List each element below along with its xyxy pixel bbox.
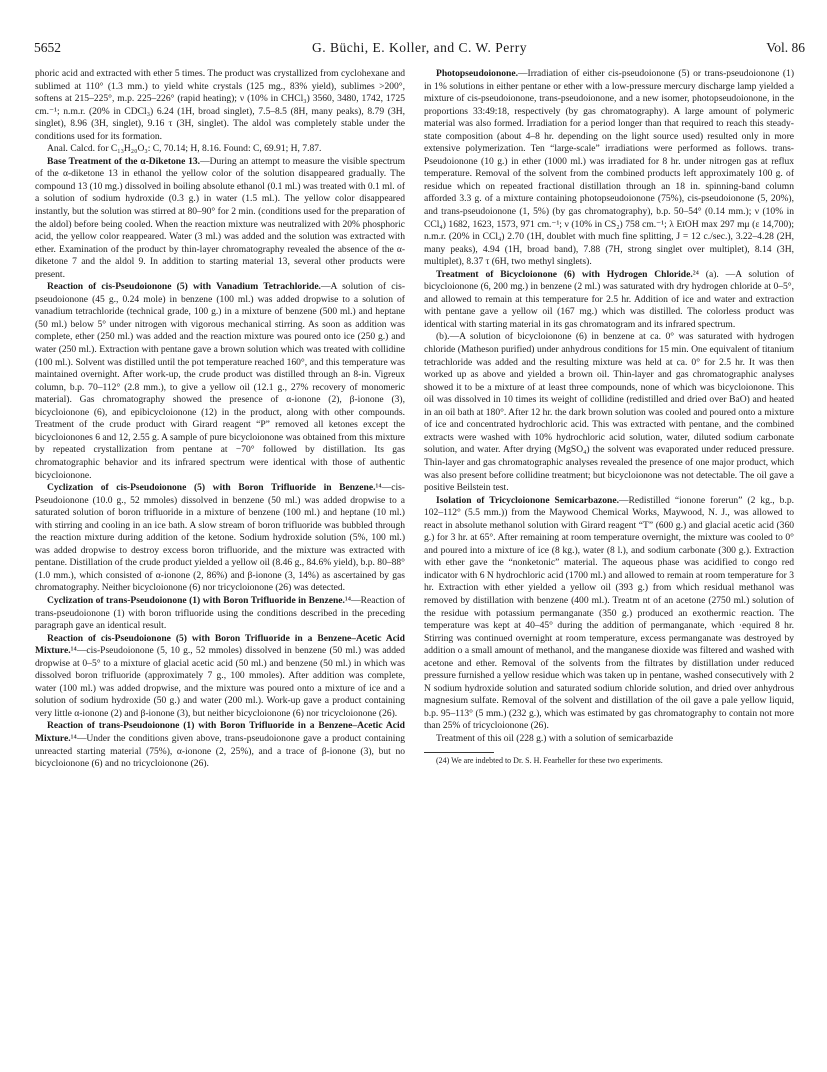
paragraph-text: (b).—A solution of bicycloionone (6) in benzene at ca. 0° was saturated with hydrogen chloride (Matheson purified) under anhydrous conditions for 15 min. One equivalent of titanium tetrachloride was added and the resulting mixture was held at ca. 0° for 2.5 hr. It was then worked up as above and yielded a brown oil. Thin-layer and gas chromatographic analyses showed it to be a mixture of at least three compounds, none of which was bicycloionone. This oil was dissolved in 10 times its weight of collidine (redistilled and dried over BaO) and heated in an oil bath at 180°. After 12 hr. the dark brown solution was cooled and poured onto a mixture of ice and concentrated hydrochloric acid. This was extracted with pentane, and the combined extracts were washed with 10% hydrochloric acid solution, water, diluted sodium carbonate solution, and water. After drying (MgSO₄) the solvent was evaporated under reduced pressure. Thin-layer and gas chromatographic analyses revealed the presence of one major product, which was also present before collidine treatment; but bicycloionone was not detectable. The oil gave a positive Beilstein test. xyxy=(424,331,794,494)
paragraph-text: —A solution of cis-pseudoionone (45 g., 0.24 mole) in benzene (100 ml.) was added dropwise to a solution of vanadium tetrachloride (technical grade, 100 g.) in a mixture of benzene (500 ml.) and heptane (50 ml.) below 5° under nitrogen with vigorous mechanical stirring. As soon as addition was complete, ether (250 ml.) was added and the reaction mixture was poured onto ice (250 g.) and water (250 ml.). Extraction with pentane gave a brown solution which was treated with collidine (100 ml.). Solvent was distilled until the pot temperature reached 160°, and this temperature was maintained overnight. After work-up, the crude product was distilled through an 8-in. Vigreux column, b.p. 70–112° (2.8 mm.), to give a yellow oil (12.1 g., 27% recovery of monomeric material). Gas chromatography showed the presence of α-ionone (2), β-ionone (3), bicycloionone (6), and epibicycloionone (12) in the product, along with other compounds. Treatment of the crude product with Girard reagent “P” removed all ketones except the bicycloionones 6 and 12, 2.55 g. A sample of pure bicycloionone was obtained from this mixture by repeated crystallization from pentane at −70° followed by distillation. Its gas chromatographic behavior and its infrared spectrum were identical with those of authentic bicycloionone. xyxy=(35,281,406,481)
left-column xyxy=(35,68,405,771)
paragraph-heading: Cyclization of cis-Pseudoionone (5) with Boron Trifluoride in Benzene. xyxy=(47,482,376,494)
paragraph-heading: Base Treatment of the α-Diketone 13. xyxy=(47,155,201,167)
paragraph-heading: Reaction of cis-Pseudoionone (5) with Boron Trifluoride in a Benzene–Acetic Acid Mixture. xyxy=(35,632,405,657)
paragraph-text: Treatment of this oil (228 g.) with a solution of semicarbazide xyxy=(436,732,673,744)
paragraph-heading: Reaction of cis-Pseudoionone (5) with Vanadium Tetrachloride. xyxy=(47,281,321,293)
footnote-rule xyxy=(424,752,494,753)
paragraph-text: Anal. Calcd. for C₁₃H₂₀O₃: C, 70.14; H, 8.16. Found: C, 69.91; H, 7.87. xyxy=(47,143,322,155)
page-header xyxy=(34,40,805,62)
paragraph-heading: Cyclization of trans-Pseudoionone (1) with Boron Trifluoride in Benzene. xyxy=(47,594,345,606)
paragraph-text: —During an attempt to measure the visible spectrum of the α-diketone 13 in ethanol the yellow color of the solution disappeared gradually. The compound 13 (10 mg.) dissolved in boiling absolute ethanol (0.1 ml.) was treated with 0.1 ml. of a solution of sodium hydroxide (0.3 g.) in water (1.5 ml.). The yellow color disappeared instantly, but the solution was stirred at 80–90° for 2 min. (conditions used for the preparation of the aldol) before being cooled. When the reaction mixture was neutralized with 20% phosphoric acid, the yellow color reappeared. Water (3 ml.) was added and the solution was extracted with ether. Examination of the product by thin-layer chromatography revealed the absence of the α-diketone 7 and the aldol 9. In addition to starting material 13, several other products were present. xyxy=(35,155,405,280)
paragraph xyxy=(424,269,794,332)
paragraph xyxy=(424,68,794,269)
paragraph-heading: Treatment of Bicycloionone (6) with Hydrogen Chloride. xyxy=(436,268,693,280)
paragraph xyxy=(35,281,405,482)
footnote: (24) We are indebted to Dr. S. H. Fearheller for these two experiments. xyxy=(436,755,663,765)
paragraph-text: ¹⁴—Reaction of trans-pseudoionone (1) with boron trifluoride using the conditions described in the preceding paragraph gave an identical result. xyxy=(35,594,405,632)
paragraph xyxy=(424,331,794,494)
running-authors: G. Büchi, E. Koller, and C. W. Perry xyxy=(311,40,528,55)
paragraph-heading: Reaction of trans-Pseudoionone (1) with Boron Trifluoride in a Benzene–Acetic Acid Mixture. xyxy=(35,720,405,744)
paragraph-text: ¹⁴—Under the conditions given above, trans-pseudoionone gave a product containing unreacted starting material (75%), α-ionone (2, 25%), and a trace of β-ionone (3), but no bicycloionone (6) and no tricycloionone (26). xyxy=(35,732,405,770)
paragraph xyxy=(424,733,794,746)
paragraph-heading: Isolation of Tricycloionone Semicarbazone. xyxy=(436,494,619,506)
paragraph xyxy=(35,482,405,595)
paragraph xyxy=(35,156,405,281)
paragraph-text: —Redistilled “ionone forerun” (2 kg., b.p. 102–112° (5.5 mm.)) from the Maywood Chemical Works, Maywood, N. J., was allowed to react in absolute methanol solution with Girard reagent “T” (600 g.) and glacial acetic acid (360 g.) for 3 hr. at 65°. After remaining at room temperature overnight, the mixture was cooled to 0° and poured into a mixture of ice (8 kg.), water (8 l.), and sodium carbonate (300 g.). Extraction with ether gave the “nonketonic” material. The aqueous phase was acidified to congo red indicator with 6 N hydrochloric acid (1700 ml.) and allowed to remain at room temperature for 3 hr. Extraction with ether yielded a yellow oil (393 g.) from which residual methanol was removed by distillation with benzene (400 ml.). Treatm nt of an acetone (2750 ml.) solution of the residue with potassium permanganate (350 g.) produced an exothermic reaction. The temperature was kept at 40–45° during the addition of permanganate, which ·equired 8 hr. Stirring was continued overnight at room temperature, excess permanganate was destroyed by addition o a small amount of methanol, and the manganese dioxide was filtered and washed with acetone and ether. Removal of the solvents from the filtrates by distillation under reduced pressure furnished a yellow residue which was taken up in pentane, washed consecutively with 2 N sodium hydroxide solution and saturated sodium chloride solution, and dried over anhydrous magnesium sulfate. Removal of the solvent and distillation of the oil gave a pale yellow liquid, b.p. 95–113° (5 mm.) (232 g.), which was estimated by gas chromatography to contain not more than 25% of tricycloionone (26). xyxy=(424,494,794,732)
volume-label: Vol. 86 xyxy=(766,40,805,55)
right-column xyxy=(424,68,794,766)
paragraph xyxy=(35,68,405,143)
paragraph-text: phoric acid and extracted with ether 5 times. The product was crystallized from cyclohexane and sublimed at 110° (1.3 mm.) to yield white crystals (125 mg., 83% yield), sublimes >200°, softens at 215–225°, m.p. 225–226° (rapid heating); ν (10% in CHCl₃) 3560, 3480, 1742, 1725 cm.⁻¹; n.m.r. (20% in CDCl₃) 6.24 (1H, broad singlet), 7.5–8.5 (8H, many peaks), 8.79 (3H, singlet), 8.96 (3H, singlet), 9.16 τ (3H, singlet). The aldol was completely stable under the conditions used for its formation. xyxy=(35,68,405,142)
paragraph-text: ¹⁴—cis-Pseudoionone (10.0 g., 52 mmoles) dissolved in benzene (50 ml.) was added dropwise to a saturated solution of boron trifluoride in a mixture of benzene (100 ml.) and heptane (10 ml.) with stirring and cooling in an ice bath. A slow stream of boron trifluoride was bubbled through the reaction mixture during addition of the ketone. Sodium hydroxide solution (5%, 100 ml.) was added dropwise to destroy excess boron trifluoride, and the mixture was extracted with pentane. Distillation of the crude product yielded a yellow oil (8.46 g., 84.6% yield), b.p. 80–88° (1.0 mm.), which consisted of α-ionone (2, 86%) and β-ionone (3, 14%) as ascertained by gas chromatography. Neither bicycloionone (6) nor tricycloionone (26) was detected. xyxy=(35,482,405,594)
paragraph xyxy=(424,495,794,733)
paragraph-text: —Irradiation of either cis-pseudoionone (5) or trans-pseudoionone (1) in 1% solutions in either pentane or ether with a low-pressure mercury discharge lamp yielded a mixture of cis-pseudoionone, trans-pseudoionone, and a new isomer, photopseudoionone, in the proportions 33:49:18, respectively (by gas chromatography). A large amount of polymeric material was also formed. Irradiation for a period longer than that required to reach this steady-state composition (about 4–8 hr. depending on the light source used) resulted only in more extensive polymerization. Ten “large-scale” irradiations were performed as follows. trans-Pseudoionone (10 g.) in ether (1000 ml.) was irradiated for 8 hr. under nitrogen gas at reflux temperature. Removal of the solvent from the combined products left approximately 100 g. of residue which on repeated fractional distillation through an 18 in. spinning-band column afforded 3.3 g. of a mixture containing photopseudoionone (75%), cis-pseudoionone (5, 20%), and trans-pseudoionone (1, 5%) (by gas chromatography), b.p. 50–54° (0.14 mm.); ν (10% in CCl₄) 1682, 1623, 1573, 971 cm.⁻¹; ν (10% in CS₂) 758 cm.⁻¹; λ EtOH max 297 mμ (ε 14,700); n.m.r. (20% in CCl₄) 2.70 (1H, doublet with much fine splitting, J = 12 c./sec.), 3.22–4.28 (2H, many peaks), 4.94 (1H, broad band), 7.88 (7H, strong singlet over multiplet), 8.14 (3H, multiplet), 8.37 τ (6H, two methyl singlets). xyxy=(424,68,794,268)
paragraph-text: ²⁴ (a). —A solution of bicycloionone (6, 200 mg.) in benzene (2 ml.) was saturated with dry hydrogen chloride at 0–5°, and allowed to remain at this temperature for 2.5 hr. Addition of ice and water and extraction with pentane gave a yellow oil (167 mg.) which was distilled. The colorless product was identical with starting material in its gas chromatogram and its infrared spectrum. xyxy=(424,268,794,330)
paragraph-heading: Photopseudoionone. xyxy=(436,68,518,79)
paragraph-text: ¹⁴—cis-Pseudoionone (5, 10 g., 52 mmoles) dissolved in benzene (50 ml.) was added dropwise at 0–5° to a mixture of glacial acetic acid (50 ml.) and benzene (50 ml.) in which was dissolved boron trifluoride (approximately 7 g., 100 mmoles). After addition was complete, water (100 ml.) was added dropwise, and the mixture was poured onto a mixture of ice and a solution of sodium hydroxide (50 g.) and water (200 ml.). Work-up gave a product containing very little α-ionone (2) and β-ionone (3), but neither bicycloionone (6) nor tricycloionone (26). xyxy=(35,645,405,719)
paragraph xyxy=(35,720,405,770)
paragraph xyxy=(35,595,405,633)
paragraph xyxy=(35,143,405,156)
paragraph xyxy=(35,633,405,721)
page-number: 5652 xyxy=(34,40,61,55)
